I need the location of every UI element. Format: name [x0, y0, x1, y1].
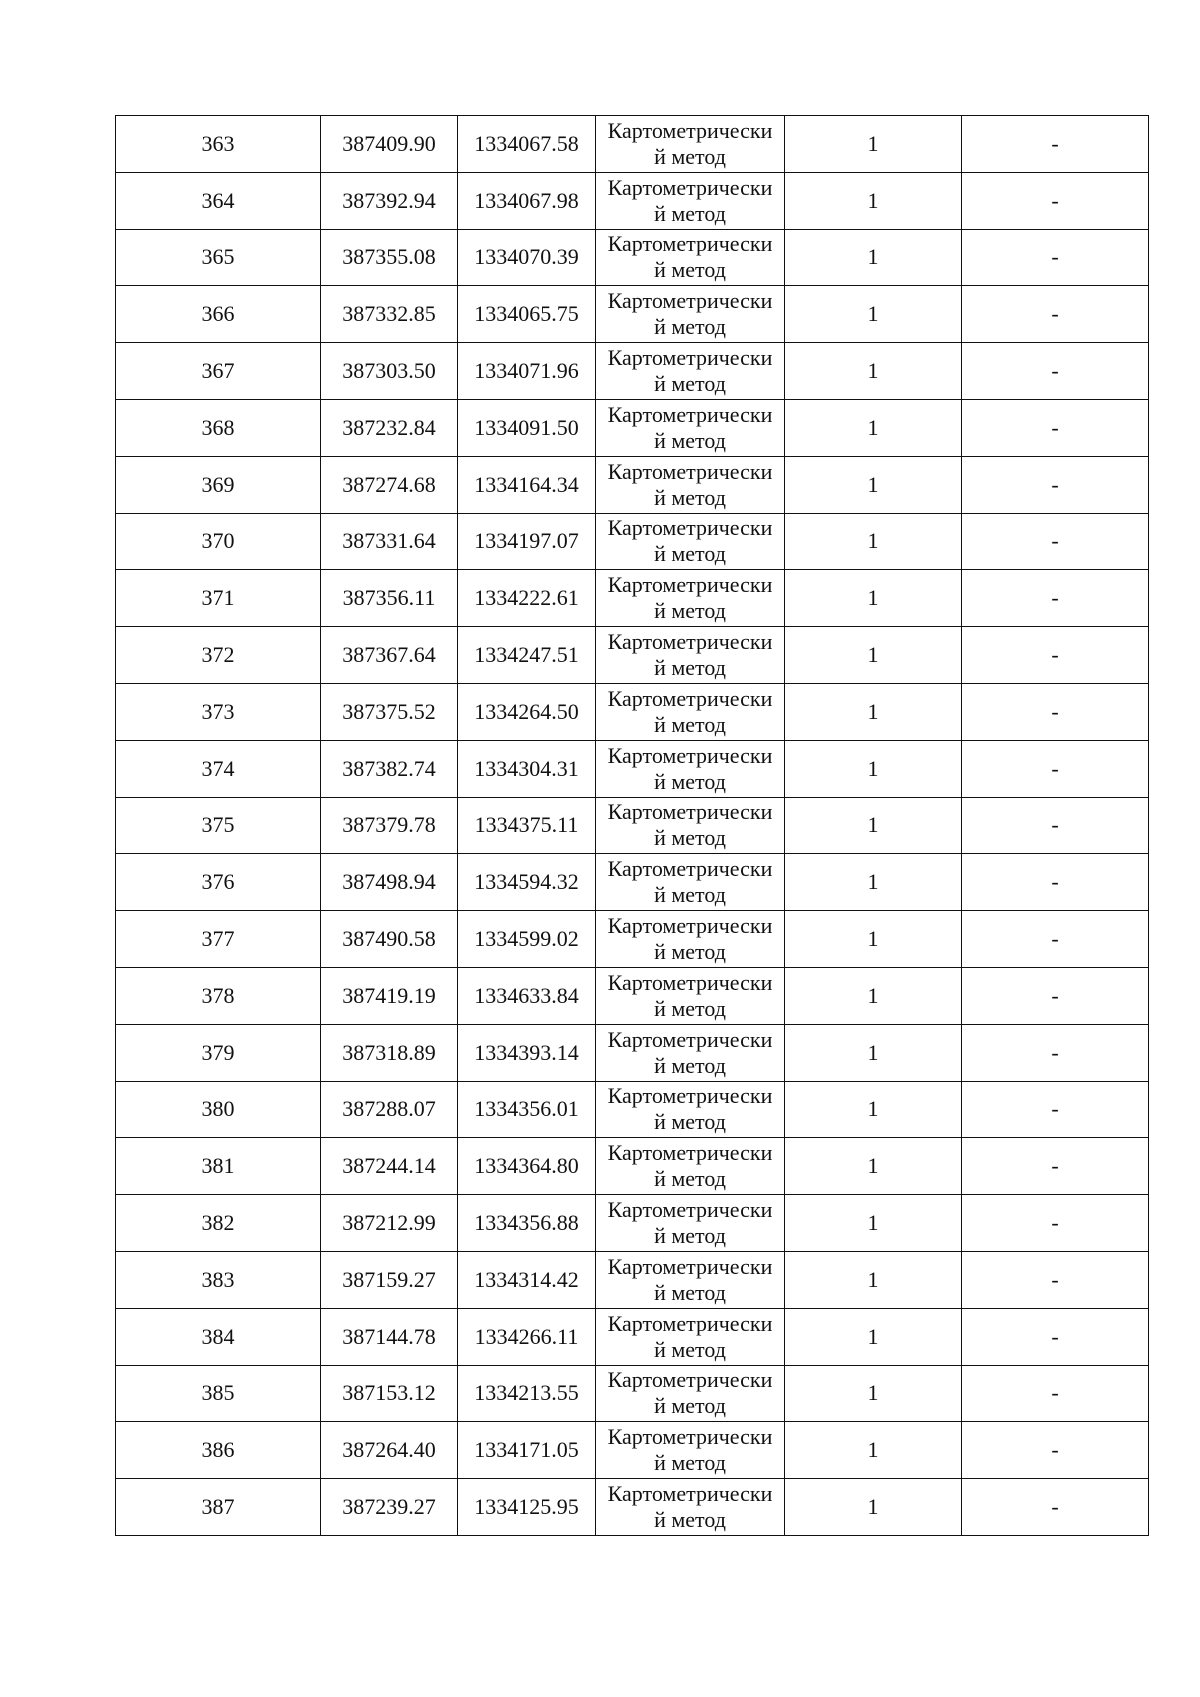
x-coordinate-cell: 387356.11: [321, 570, 458, 627]
y-coordinate-cell: 1334222.61: [458, 570, 596, 627]
method-text-line2: й метод: [654, 1166, 726, 1192]
method-cell: [596, 343, 785, 400]
method-text-line1: Картометрически: [607, 458, 773, 484]
point-number-cell: 381: [116, 1138, 321, 1195]
table-row: [116, 116, 1149, 173]
method-text-line1: Картометрически: [607, 117, 773, 143]
y-coordinate-cell: 1334375.11: [458, 797, 596, 854]
note-cell: -: [962, 1422, 1149, 1479]
x-coordinate-cell: 387375.52: [321, 683, 458, 740]
y-coordinate-cell: 1334213.55: [458, 1365, 596, 1422]
note-cell: -: [962, 456, 1149, 513]
point-number-cell: 384: [116, 1308, 321, 1365]
method-text-line2: й метод: [654, 541, 726, 567]
x-coordinate-cell: 387288.07: [321, 1081, 458, 1138]
method-text-line1: Картометрически: [607, 799, 773, 825]
method-text-line1: Картометрически: [607, 742, 773, 768]
point-number-cell: 364: [116, 172, 321, 229]
note-cell: -: [962, 1195, 1149, 1252]
x-coordinate-cell: 387264.40: [321, 1422, 458, 1479]
point-number-cell: 387: [116, 1479, 321, 1536]
x-coordinate-cell: 387490.58: [321, 911, 458, 968]
table-row: [116, 854, 1149, 911]
x-coordinate-cell: 387232.84: [321, 399, 458, 456]
method-text-line2: й метод: [654, 1393, 726, 1419]
table-row: [116, 1422, 1149, 1479]
note-cell: -: [962, 683, 1149, 740]
y-coordinate-cell: 1334356.88: [458, 1195, 596, 1252]
table-row: [116, 399, 1149, 456]
y-coordinate-cell: 1334164.34: [458, 456, 596, 513]
method-cell: [596, 1195, 785, 1252]
x-coordinate-cell: 387355.08: [321, 229, 458, 286]
accuracy-cell: 1: [785, 740, 962, 797]
point-number-cell: 386: [116, 1422, 321, 1479]
x-coordinate-cell: 387159.27: [321, 1251, 458, 1308]
method-text-line1: Картометрически: [607, 345, 773, 371]
point-number-cell: 371: [116, 570, 321, 627]
note-cell: -: [962, 1251, 1149, 1308]
accuracy-cell: 1: [785, 172, 962, 229]
method-cell: [596, 683, 785, 740]
method-text-line1: Картометрически: [607, 1367, 773, 1393]
note-cell: -: [962, 1081, 1149, 1138]
x-coordinate-cell: 387332.85: [321, 286, 458, 343]
table-row: [116, 1479, 1149, 1536]
accuracy-cell: 1: [785, 1081, 962, 1138]
method-text-line1: Картометрически: [607, 1253, 773, 1279]
note-cell: -: [962, 1308, 1149, 1365]
note-cell: -: [962, 911, 1149, 968]
note-cell: -: [962, 1365, 1149, 1422]
y-coordinate-cell: 1334393.14: [458, 1024, 596, 1081]
x-coordinate-cell: 387303.50: [321, 343, 458, 400]
point-number-cell: 385: [116, 1365, 321, 1422]
accuracy-cell: 1: [785, 343, 962, 400]
table-row: [116, 1365, 1149, 1422]
method-cell: [596, 570, 785, 627]
y-coordinate-cell: 1334070.39: [458, 229, 596, 286]
method-cell: [596, 1024, 785, 1081]
x-coordinate-cell: 387367.64: [321, 627, 458, 684]
accuracy-cell: 1: [785, 399, 962, 456]
note-cell: -: [962, 399, 1149, 456]
method-text-line1: Картометрически: [607, 685, 773, 711]
y-coordinate-cell: 1334304.31: [458, 740, 596, 797]
table-row: [116, 683, 1149, 740]
accuracy-cell: 1: [785, 683, 962, 740]
table-row: [116, 1195, 1149, 1252]
table-row: [116, 627, 1149, 684]
accuracy-cell: 1: [785, 1479, 962, 1536]
method-text-line2: й метод: [654, 598, 726, 624]
method-text-line1: Картометрически: [607, 969, 773, 995]
accuracy-cell: 1: [785, 513, 962, 570]
method-cell: [596, 116, 785, 173]
accuracy-cell: 1: [785, 911, 962, 968]
y-coordinate-cell: 1334266.11: [458, 1308, 596, 1365]
point-number-cell: 383: [116, 1251, 321, 1308]
x-coordinate-cell: 387498.94: [321, 854, 458, 911]
y-coordinate-cell: 1334633.84: [458, 967, 596, 1024]
method-text-line2: й метод: [654, 655, 726, 681]
method-text-line2: й метод: [654, 825, 726, 851]
x-coordinate-cell: 387274.68: [321, 456, 458, 513]
y-coordinate-cell: 1334071.96: [458, 343, 596, 400]
y-coordinate-cell: 1334314.42: [458, 1251, 596, 1308]
accuracy-cell: 1: [785, 116, 962, 173]
method-text-line2: й метод: [654, 314, 726, 340]
y-coordinate-cell: 1334356.01: [458, 1081, 596, 1138]
y-coordinate-cell: 1334599.02: [458, 911, 596, 968]
note-cell: -: [962, 343, 1149, 400]
x-coordinate-cell: 387244.14: [321, 1138, 458, 1195]
x-coordinate-cell: 387419.19: [321, 967, 458, 1024]
method-text-line1: Картометрически: [607, 1424, 773, 1450]
method-cell: [596, 172, 785, 229]
note-cell: -: [962, 967, 1149, 1024]
table-row: [116, 286, 1149, 343]
table-row: [116, 1251, 1149, 1308]
note-cell: -: [962, 229, 1149, 286]
x-coordinate-cell: 387212.99: [321, 1195, 458, 1252]
table-row: [116, 343, 1149, 400]
method-cell: [596, 1479, 785, 1536]
method-text-line2: й метод: [654, 257, 726, 283]
method-cell: [596, 399, 785, 456]
method-cell: [596, 854, 785, 911]
method-cell: [596, 286, 785, 343]
x-coordinate-cell: 387318.89: [321, 1024, 458, 1081]
point-number-cell: 369: [116, 456, 321, 513]
table-row: [116, 1024, 1149, 1081]
y-coordinate-cell: 1334197.07: [458, 513, 596, 570]
method-cell: [596, 797, 785, 854]
method-cell: [596, 911, 785, 968]
method-text-line1: Картометрически: [607, 231, 773, 257]
note-cell: -: [962, 1138, 1149, 1195]
point-number-cell: 373: [116, 683, 321, 740]
method-cell: [596, 1365, 785, 1422]
method-cell: [596, 229, 785, 286]
y-coordinate-cell: 1334171.05: [458, 1422, 596, 1479]
method-text-line2: й метод: [654, 1223, 726, 1249]
method-cell: [596, 1422, 785, 1479]
accuracy-cell: 1: [785, 1308, 962, 1365]
point-number-cell: 374: [116, 740, 321, 797]
table-row: [116, 570, 1149, 627]
method-text-line1: Картометрически: [607, 1481, 773, 1507]
table-row: [116, 911, 1149, 968]
accuracy-cell: 1: [785, 570, 962, 627]
x-coordinate-cell: 387379.78: [321, 797, 458, 854]
coordinates-table: [115, 115, 1149, 1536]
point-number-cell: 376: [116, 854, 321, 911]
point-number-cell: 366: [116, 286, 321, 343]
x-coordinate-cell: 387239.27: [321, 1479, 458, 1536]
point-number-cell: 367: [116, 343, 321, 400]
method-text-line1: Картометрически: [607, 913, 773, 939]
y-coordinate-cell: 1334264.50: [458, 683, 596, 740]
table-row: [116, 967, 1149, 1024]
method-text-line2: й метод: [654, 1336, 726, 1362]
method-text-line2: й метод: [654, 371, 726, 397]
method-text-line1: Картометрически: [607, 1310, 773, 1336]
accuracy-cell: 1: [785, 967, 962, 1024]
method-text-line1: Картометрически: [607, 856, 773, 882]
accuracy-cell: 1: [785, 1138, 962, 1195]
x-coordinate-cell: 387153.12: [321, 1365, 458, 1422]
table-row: [116, 797, 1149, 854]
method-text-line1: Картометрически: [607, 629, 773, 655]
point-number-cell: 378: [116, 967, 321, 1024]
table-row: [116, 513, 1149, 570]
method-text-line1: Картометрически: [607, 174, 773, 200]
point-number-cell: 377: [116, 911, 321, 968]
method-cell: [596, 513, 785, 570]
table-row: [116, 172, 1149, 229]
method-text-line2: й метод: [654, 427, 726, 453]
method-text-line1: Картометрически: [607, 1197, 773, 1223]
point-number-cell: 379: [116, 1024, 321, 1081]
note-cell: -: [962, 513, 1149, 570]
note-cell: -: [962, 286, 1149, 343]
method-text-line2: й метод: [654, 939, 726, 965]
accuracy-cell: 1: [785, 286, 962, 343]
method-cell: [596, 1251, 785, 1308]
method-text-line1: Картометрически: [607, 572, 773, 598]
accuracy-cell: 1: [785, 1251, 962, 1308]
method-text-line2: й метод: [654, 1450, 726, 1476]
y-coordinate-cell: 1334067.98: [458, 172, 596, 229]
method-text-line1: Картометрически: [607, 1140, 773, 1166]
accuracy-cell: 1: [785, 854, 962, 911]
point-number-cell: 382: [116, 1195, 321, 1252]
y-coordinate-cell: 1334065.75: [458, 286, 596, 343]
accuracy-cell: 1: [785, 229, 962, 286]
method-text-line2: й метод: [654, 1507, 726, 1533]
point-number-cell: 372: [116, 627, 321, 684]
point-number-cell: 375: [116, 797, 321, 854]
x-coordinate-cell: 387392.94: [321, 172, 458, 229]
point-number-cell: 365: [116, 229, 321, 286]
method-text-line1: Картометрически: [607, 1083, 773, 1109]
method-cell: [596, 1138, 785, 1195]
accuracy-cell: 1: [785, 797, 962, 854]
note-cell: -: [962, 570, 1149, 627]
note-cell: -: [962, 1479, 1149, 1536]
note-cell: -: [962, 854, 1149, 911]
method-cell: [596, 740, 785, 797]
coordinates-table-body: [116, 116, 1149, 1536]
note-cell: -: [962, 627, 1149, 684]
note-cell: -: [962, 172, 1149, 229]
accuracy-cell: 1: [785, 456, 962, 513]
point-number-cell: 368: [116, 399, 321, 456]
table-row: [116, 229, 1149, 286]
method-cell: [596, 967, 785, 1024]
method-text-line2: й метод: [654, 1109, 726, 1135]
method-text-line2: й метод: [654, 143, 726, 169]
table-row: [116, 456, 1149, 513]
method-cell: [596, 1081, 785, 1138]
accuracy-cell: 1: [785, 1195, 962, 1252]
accuracy-cell: 1: [785, 1024, 962, 1081]
method-text-line2: й метод: [654, 484, 726, 510]
method-cell: [596, 456, 785, 513]
method-text-line2: й метод: [654, 882, 726, 908]
table-row: [116, 740, 1149, 797]
method-text-line2: й метод: [654, 200, 726, 226]
point-number-cell: 380: [116, 1081, 321, 1138]
x-coordinate-cell: 387382.74: [321, 740, 458, 797]
accuracy-cell: 1: [785, 627, 962, 684]
method-cell: [596, 627, 785, 684]
method-text-line2: й метод: [654, 1279, 726, 1305]
x-coordinate-cell: 387331.64: [321, 513, 458, 570]
method-text-line2: й метод: [654, 711, 726, 737]
note-cell: -: [962, 740, 1149, 797]
note-cell: -: [962, 116, 1149, 173]
method-text-line2: й метод: [654, 995, 726, 1021]
method-text-line1: Картометрически: [607, 288, 773, 314]
method-text-line2: й метод: [654, 1052, 726, 1078]
method-text-line1: Картометрически: [607, 515, 773, 541]
accuracy-cell: 1: [785, 1365, 962, 1422]
table-row: [116, 1138, 1149, 1195]
note-cell: -: [962, 797, 1149, 854]
y-coordinate-cell: 1334125.95: [458, 1479, 596, 1536]
y-coordinate-cell: 1334364.80: [458, 1138, 596, 1195]
table-row: [116, 1081, 1149, 1138]
point-number-cell: 363: [116, 116, 321, 173]
method-cell: [596, 1308, 785, 1365]
y-coordinate-cell: 1334247.51: [458, 627, 596, 684]
y-coordinate-cell: 1334594.32: [458, 854, 596, 911]
method-text-line1: Картометрически: [607, 1026, 773, 1052]
note-cell: -: [962, 1024, 1149, 1081]
point-number-cell: 370: [116, 513, 321, 570]
method-text-line1: Картометрически: [607, 401, 773, 427]
x-coordinate-cell: 387144.78: [321, 1308, 458, 1365]
table-row: [116, 1308, 1149, 1365]
accuracy-cell: 1: [785, 1422, 962, 1479]
x-coordinate-cell: 387409.90: [321, 116, 458, 173]
y-coordinate-cell: 1334091.50: [458, 399, 596, 456]
method-text-line2: й метод: [654, 768, 726, 794]
y-coordinate-cell: 1334067.58: [458, 116, 596, 173]
